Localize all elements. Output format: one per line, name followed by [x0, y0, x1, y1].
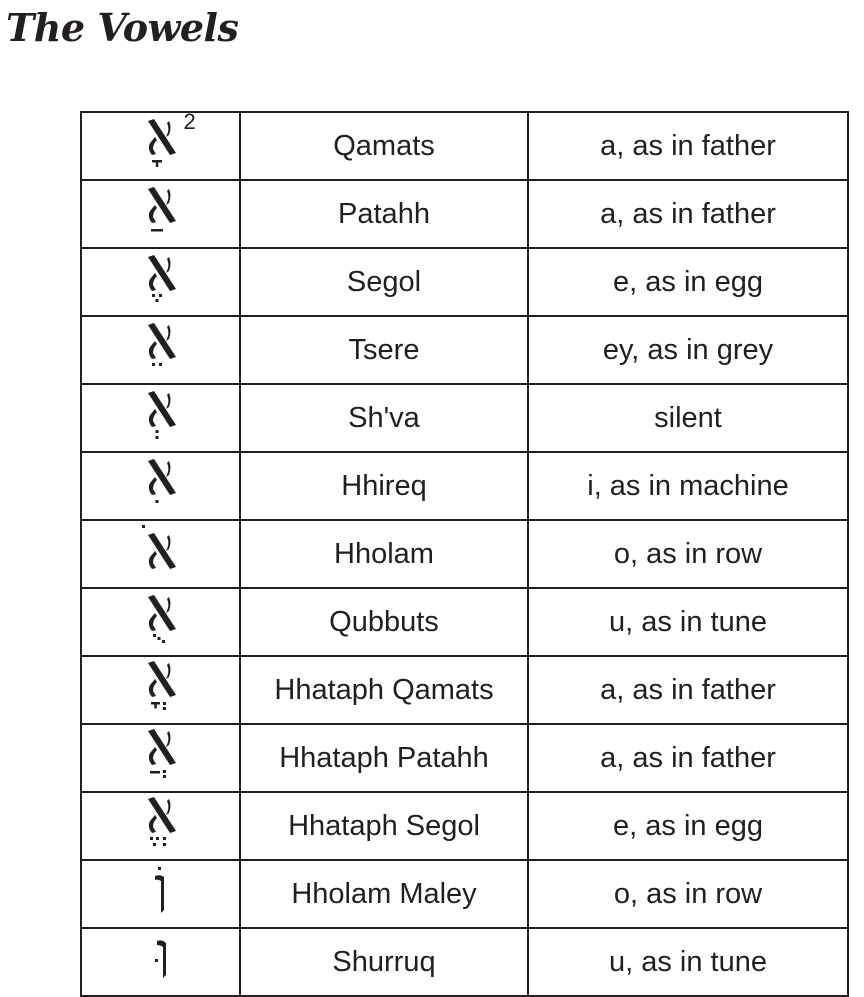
- vowel-sound: i, as in machine: [528, 452, 848, 520]
- vowel-sound: a, as in father: [528, 656, 848, 724]
- table-row: [81, 248, 848, 316]
- vowel-name: Qamats: [240, 112, 528, 180]
- vowel-name: Hholam Maley: [240, 860, 528, 928]
- table-row: [81, 588, 848, 656]
- vowels-table: [80, 111, 849, 997]
- aleph-qubbuts-icon: [138, 589, 184, 647]
- vowel-name: Sh'va: [240, 384, 528, 452]
- aleph-qamats-icon: [138, 109, 196, 171]
- table-row: [81, 112, 848, 180]
- symbol-cell: [81, 588, 240, 656]
- vowel-name: Shurruq: [240, 928, 528, 996]
- table-row: [81, 452, 848, 520]
- vowel-sound: u, as in tune: [528, 928, 848, 996]
- vowel-name: Qubbuts: [240, 588, 528, 656]
- vowel-sound: e, as in egg: [528, 792, 848, 860]
- aleph-hholam-icon: [138, 521, 184, 579]
- table-row: [81, 316, 848, 384]
- footnote-superscript: 2: [183, 109, 196, 134]
- aleph-hhataph-patahh-icon: [138, 725, 184, 783]
- vowel-name: Hhataph Patahh: [240, 724, 528, 792]
- vav-shurruq-icon: [138, 929, 184, 987]
- vowel-sound: o, as in row: [528, 860, 848, 928]
- aleph-segol-icon: [138, 249, 184, 307]
- symbol-cell: [81, 860, 240, 928]
- table-row: [81, 792, 848, 860]
- symbol-cell: [81, 724, 240, 792]
- table-row: [81, 656, 848, 724]
- vowel-sound: silent: [528, 384, 848, 452]
- symbol-cell: [81, 109, 240, 180]
- table-row: [81, 384, 848, 452]
- symbol-cell: [81, 248, 240, 316]
- symbol-cell: [81, 928, 240, 996]
- table-row: [81, 860, 848, 928]
- aleph-shva-icon: [138, 385, 184, 443]
- table-row: [81, 928, 848, 996]
- vav-hholam-maley-icon: [138, 861, 184, 919]
- vowel-sound: e, as in egg: [528, 248, 848, 316]
- symbol-cell: [81, 384, 240, 452]
- symbol-cell: [81, 520, 240, 588]
- vowel-name: Tsere: [240, 316, 528, 384]
- vowel-name: Patahh: [240, 180, 528, 248]
- vowel-name: Hhireq: [240, 452, 528, 520]
- aleph-hhireq-icon: [138, 453, 184, 511]
- aleph-patahh-icon: [138, 181, 184, 239]
- symbol-cell: [81, 656, 240, 724]
- aleph-tsere-icon: [138, 317, 184, 375]
- symbol-cell: [81, 792, 240, 860]
- aleph-hhataph-qamats-icon: [138, 657, 184, 715]
- vowel-name: Hhataph Segol: [240, 792, 528, 860]
- symbol-cell: [81, 180, 240, 248]
- vowel-sound: a, as in father: [528, 112, 848, 180]
- page-title: The Vowels: [6, 5, 239, 50]
- vowel-sound: u, as in tune: [528, 588, 848, 656]
- symbol-cell: [81, 316, 240, 384]
- aleph-hhataph-segol-icon: [138, 793, 184, 851]
- vowel-name: Hholam: [240, 520, 528, 588]
- vowel-sound: o, as in row: [528, 520, 848, 588]
- symbol-cell: [81, 452, 240, 520]
- vowel-sound: a, as in father: [528, 180, 848, 248]
- vowel-sound: ey, as in grey: [528, 316, 848, 384]
- table-row: [81, 180, 848, 248]
- table-row: [81, 520, 848, 588]
- vowel-sound: a, as in father: [528, 724, 848, 792]
- table-row: [81, 724, 848, 792]
- vowel-name: Hhataph Qamats: [240, 656, 528, 724]
- vowel-name: Segol: [240, 248, 528, 316]
